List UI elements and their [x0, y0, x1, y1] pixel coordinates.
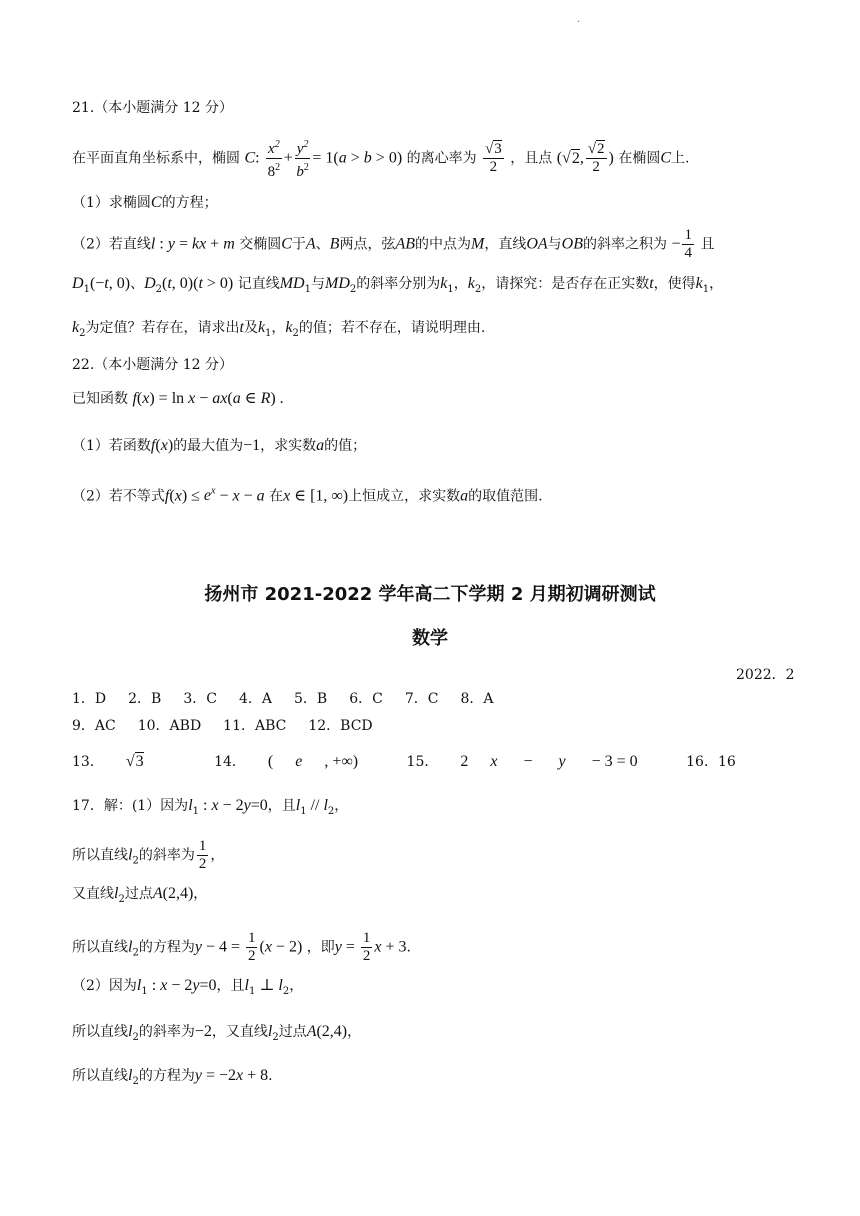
q17-line4: 所以直线$l_2$的方程为y − 4 = $\frac{1}{2}$ (x − 2) ，即y = $\frac{1}{2}$ x + 3. [72, 930, 411, 964]
answers-row-3: 13． √3 14． ( e , +∞) 15． 2 x − y − 3 = 0 16．16 [72, 753, 736, 770]
q21-part1: （1）求椭圆C的方程； [72, 194, 218, 211]
q22-header: 22.（本小题满分 12 分） [72, 357, 233, 373]
answer-title: 扬州市 2021-2022 学年高二下学期 2 月期初调研测试 [204, 584, 656, 605]
q21-part2: （2）若直线l : y = kx + m 交椭圆C于A、B两点，弦AB的中点为M，直线OA与OB的斜率之积为 − $\frac{1}{4}$ 且 [72, 227, 715, 261]
q17-line5: （2）因为$l_1$ : x − 2y=0，且$l_1$ ⊥ $l_2$， [72, 977, 304, 997]
q17-line3: 又直线$l_2$过点A(2,4)， [72, 885, 208, 905]
q21-header: 21.（本小题满分 12 分） [72, 100, 233, 116]
answers-row-1: 1．D 2．B 3．C 4．A 5．B 6．C 7．C 8．A [72, 691, 494, 707]
q17-line7: 所以直线$l_2$的方程为y = −2x + 8. [72, 1067, 273, 1087]
q17-line2: 所以直线$l_2$的斜率为 $\frac{1}{2}$ ， [72, 838, 225, 872]
q22-part2: （2）若不等式$f(x) \le e^x - x - a$ 在x ∈ [1, ∞)上恒成立，求实数a的取值范围. [72, 486, 543, 505]
answer-date: 2022．2 [736, 667, 795, 683]
q21-part2-cont: $D_1(-t$, 0)、$D_2(t$, 0)(t > 0) 记直线$MD_1$与$MD_2$的斜率分别为$k_1$，$k_2$，请探究：是否存在正实数t，使得$k_1$， [72, 275, 724, 295]
answers-row-2: 9．AC 10．ABD 11．ABC 12．BCD [72, 718, 373, 734]
q17-line1: 17．解：(1）因为$l_1$ : x − 2y=0，且$l_1 // l_2$， [72, 797, 349, 817]
q22-intro: 已知函数 f(x) = ln x − ax(a ∈ R) . [72, 390, 284, 407]
answer-subtitle: 数学 [412, 628, 448, 649]
q22-part1: （1）若函数f(x)的最大值为−1，求实数a的值； [72, 437, 367, 454]
q21-part2-end: $k_2$为定值？若存在，请求出t及$k_1$，$k_2$的值；若不存在，请说明理由. [72, 319, 486, 339]
header-dot: . [577, 14, 581, 25]
q21-intro: 在平面直角坐标系中，椭圆 C: $\frac{x^2}{8^2}$ + $\frac{y^2}{b^2}$ = 1(a > b > 0) 的离心率为 $\frac{√3}{2}$ ，且点 (√2, $\frac{√2}{2}$ ) 在椭圆C上. [72, 136, 689, 181]
q17-line6: 所以直线$l_2$的斜率为−2，又直线$l_2$过点A(2,4)， [72, 1023, 362, 1043]
